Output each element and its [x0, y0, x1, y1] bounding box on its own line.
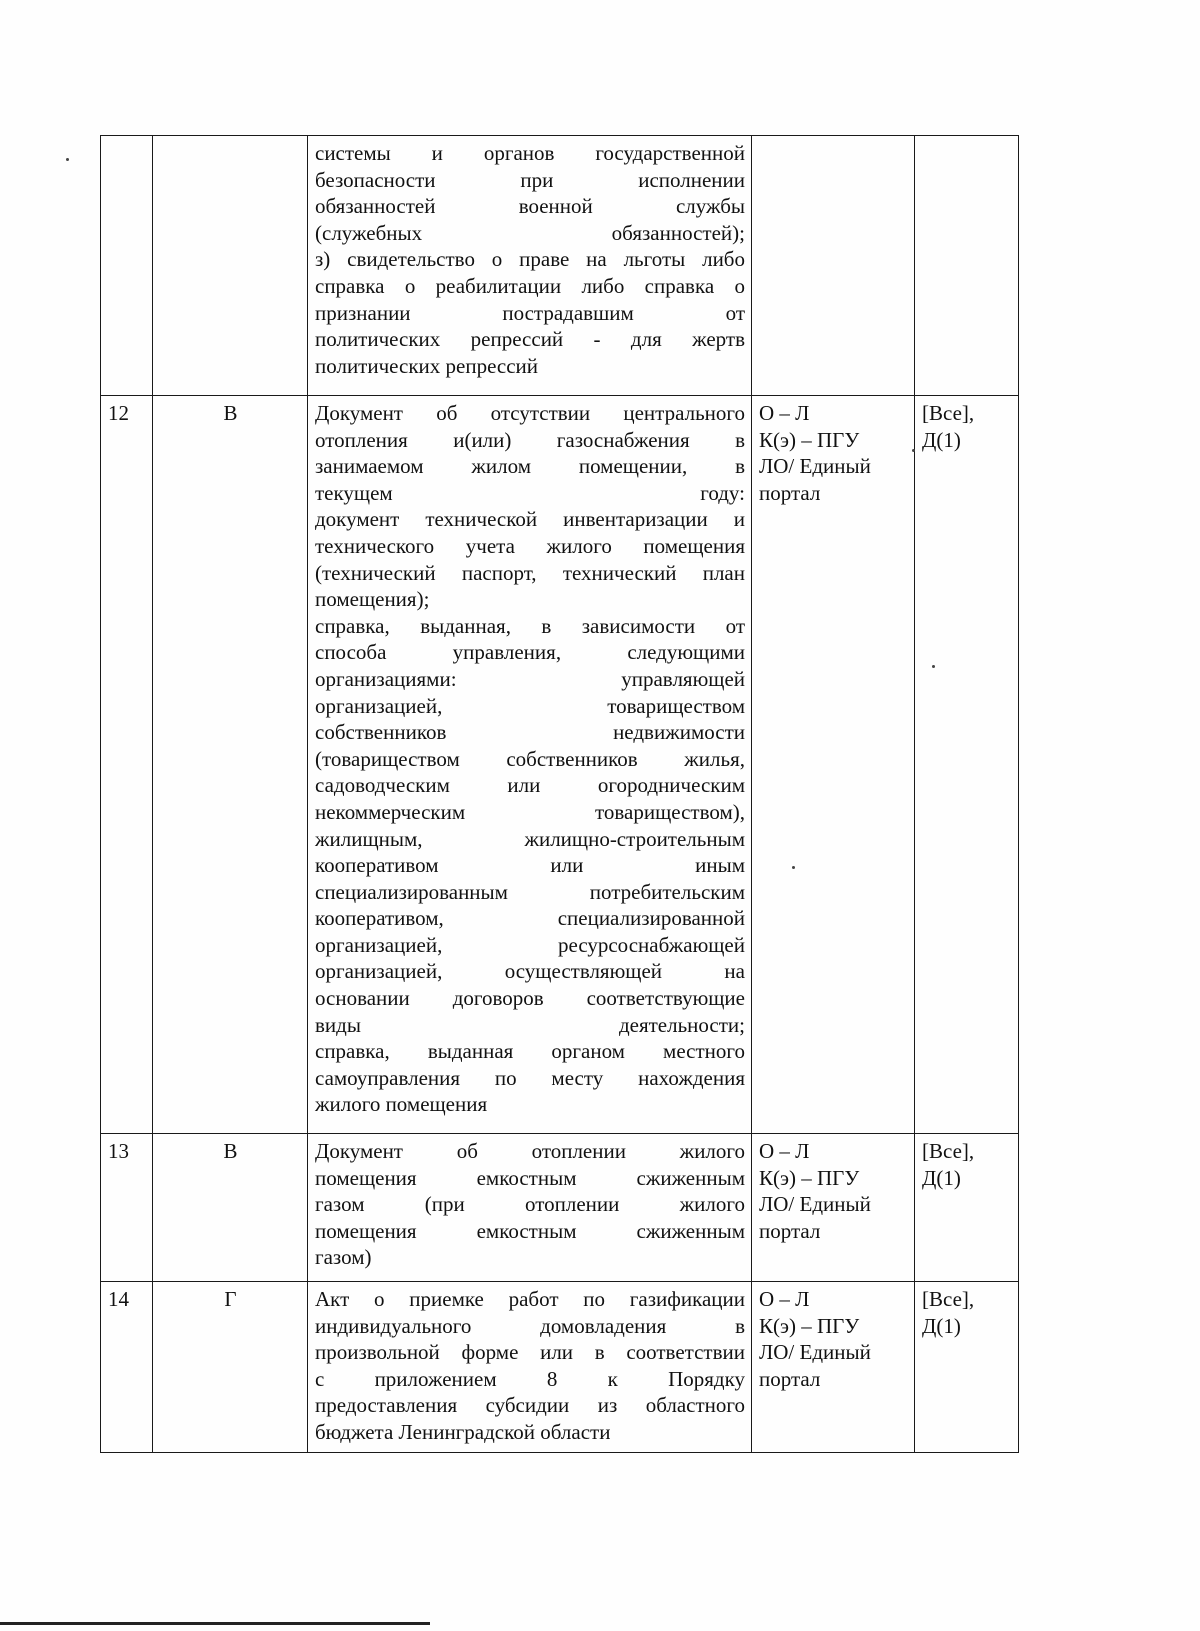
description-line: (служебных обязанностей);: [315, 220, 745, 245]
row-number: 14: [101, 1282, 153, 1453]
description-line: (товариществом собственников жилья,: [315, 746, 745, 771]
source-line: ЛО/ Единый: [759, 1192, 871, 1217]
description-line: самоуправления по месту нахождения: [315, 1065, 745, 1090]
applicant-line: Д(1): [922, 427, 961, 452]
description-line: газом): [315, 1245, 372, 1270]
description-line: справка, выданная органом местного: [315, 1039, 745, 1064]
row-description: [308, 136, 752, 396]
row-source: [752, 1134, 915, 1282]
description-line: жилищным, жилищно-строительным: [315, 826, 745, 851]
source-line: О – Л: [759, 1287, 810, 1311]
page-bottom-rule: [0, 1622, 430, 1625]
row-source: [752, 396, 915, 1134]
description-line: политических репрессий - для жертв: [315, 327, 745, 352]
documents-table: [100, 135, 1019, 1453]
description-line: бюджета Ленинградской области: [315, 1419, 611, 1444]
table-row: [101, 1282, 1019, 1453]
scan-speck: [66, 158, 69, 161]
table-body: [101, 136, 1019, 1453]
source-line: ЛО/ Единый: [759, 454, 871, 479]
description-line: з) свидетельство о праве на льготы либо: [315, 247, 745, 272]
row-number: 13: [101, 1134, 153, 1282]
description-line: организацией, товариществом: [315, 693, 745, 718]
row-source: [752, 136, 915, 396]
row-applicant: [915, 1282, 1019, 1453]
applicant-line: [Все],: [922, 401, 975, 425]
description-line: некоммерческим товариществом),: [315, 799, 745, 824]
description-line: справка о реабилитации либо справка о: [315, 273, 745, 298]
description-line: виды деятельности;: [315, 1012, 745, 1037]
description-line: организациями: управляющей: [315, 666, 745, 691]
source-line: О – Л: [759, 401, 810, 425]
description-line: произвольной форме или в соответствии: [315, 1340, 745, 1365]
description-line: индивидуального домовладения в: [315, 1313, 745, 1338]
row-applicant: [915, 1134, 1019, 1282]
applicant-line: Д(1): [922, 1313, 961, 1338]
description-line: Документ об отсутствии центрального: [315, 401, 745, 425]
description-line: помещения);: [315, 587, 430, 612]
description-line: жилого помещения: [315, 1092, 488, 1117]
description-line: Документ об отоплении жилого: [315, 1139, 745, 1163]
description-line: отопления и(или) газоснабжения в: [315, 427, 745, 452]
description-line: признании пострадавшим от: [315, 300, 745, 325]
description-line: занимаемом жилом помещении, в: [315, 454, 745, 479]
source-line: К(э) – ПГУ: [759, 1165, 860, 1190]
row-category: [153, 136, 308, 396]
row-description: [308, 1282, 752, 1453]
applicant-line: [Все],: [922, 1139, 975, 1163]
description-line: технического учета жилого помещения: [315, 533, 745, 558]
description-line: садоводческим или огородническим: [315, 773, 745, 798]
description-line: обязанностей военной службы: [315, 194, 745, 219]
description-line: с приложением 8 к Порядку: [315, 1366, 745, 1391]
description-line: политических репрессий: [315, 353, 539, 378]
source-line: портал: [759, 1366, 821, 1391]
scan-speck: [932, 665, 935, 668]
description-line: (технический паспорт, технический план: [315, 560, 745, 585]
description-line: способа управления, следующими: [315, 640, 745, 665]
description-line: основании договоров соответствующие: [315, 986, 745, 1011]
description-line: справка, выданная, в зависимости от: [315, 613, 745, 638]
description-line: кооперативом, специализированной: [315, 906, 745, 931]
row-source: [752, 1282, 915, 1453]
source-line: портал: [759, 1218, 821, 1243]
description-line: предоставления субсидии из областного: [315, 1393, 745, 1418]
row-category: В: [153, 1134, 308, 1282]
source-line: К(э) – ПГУ: [759, 1313, 860, 1338]
description-line: организацией, осуществляющей на: [315, 959, 745, 984]
description-line: текущем году:: [315, 480, 745, 505]
table-row: [101, 396, 1019, 1134]
scan-speck: [792, 866, 795, 869]
row-applicant: [915, 136, 1019, 396]
description-line: безопасности при исполнении: [315, 167, 745, 192]
source-line: портал: [759, 480, 821, 505]
row-description: [308, 1134, 752, 1282]
source-line: К(э) – ПГУ: [759, 427, 860, 452]
table-row: [101, 1134, 1019, 1282]
description-line: Акт о приемке работ по газификации: [315, 1287, 745, 1311]
row-category: В: [153, 396, 308, 1134]
description-line: документ технической инвентаризации и: [315, 507, 745, 532]
row-applicant: [915, 396, 1019, 1134]
row-number: [101, 136, 153, 396]
table-row: [101, 136, 1019, 396]
row-description: [308, 396, 752, 1134]
scan-speck: [912, 449, 915, 452]
source-line: О – Л: [759, 1139, 810, 1163]
description-line: кооперативом или иным: [315, 853, 745, 878]
row-category: Г: [153, 1282, 308, 1453]
description-line: организацией, ресурсоснабжающей: [315, 932, 745, 957]
row-number: 12: [101, 396, 153, 1134]
description-line: помещения емкостным сжиженным: [315, 1218, 745, 1243]
applicant-line: [Все],: [922, 1287, 975, 1311]
source-line: ЛО/ Единый: [759, 1340, 871, 1365]
description-line: помещения емкостным сжиженным: [315, 1165, 745, 1190]
applicant-line: Д(1): [922, 1165, 961, 1190]
description-line: специализированным потребительским: [315, 879, 745, 904]
description-line: собственников недвижимости: [315, 720, 745, 745]
description-line: системы и органов государственной: [315, 141, 745, 165]
description-line: газом (при отоплении жилого: [315, 1192, 745, 1217]
